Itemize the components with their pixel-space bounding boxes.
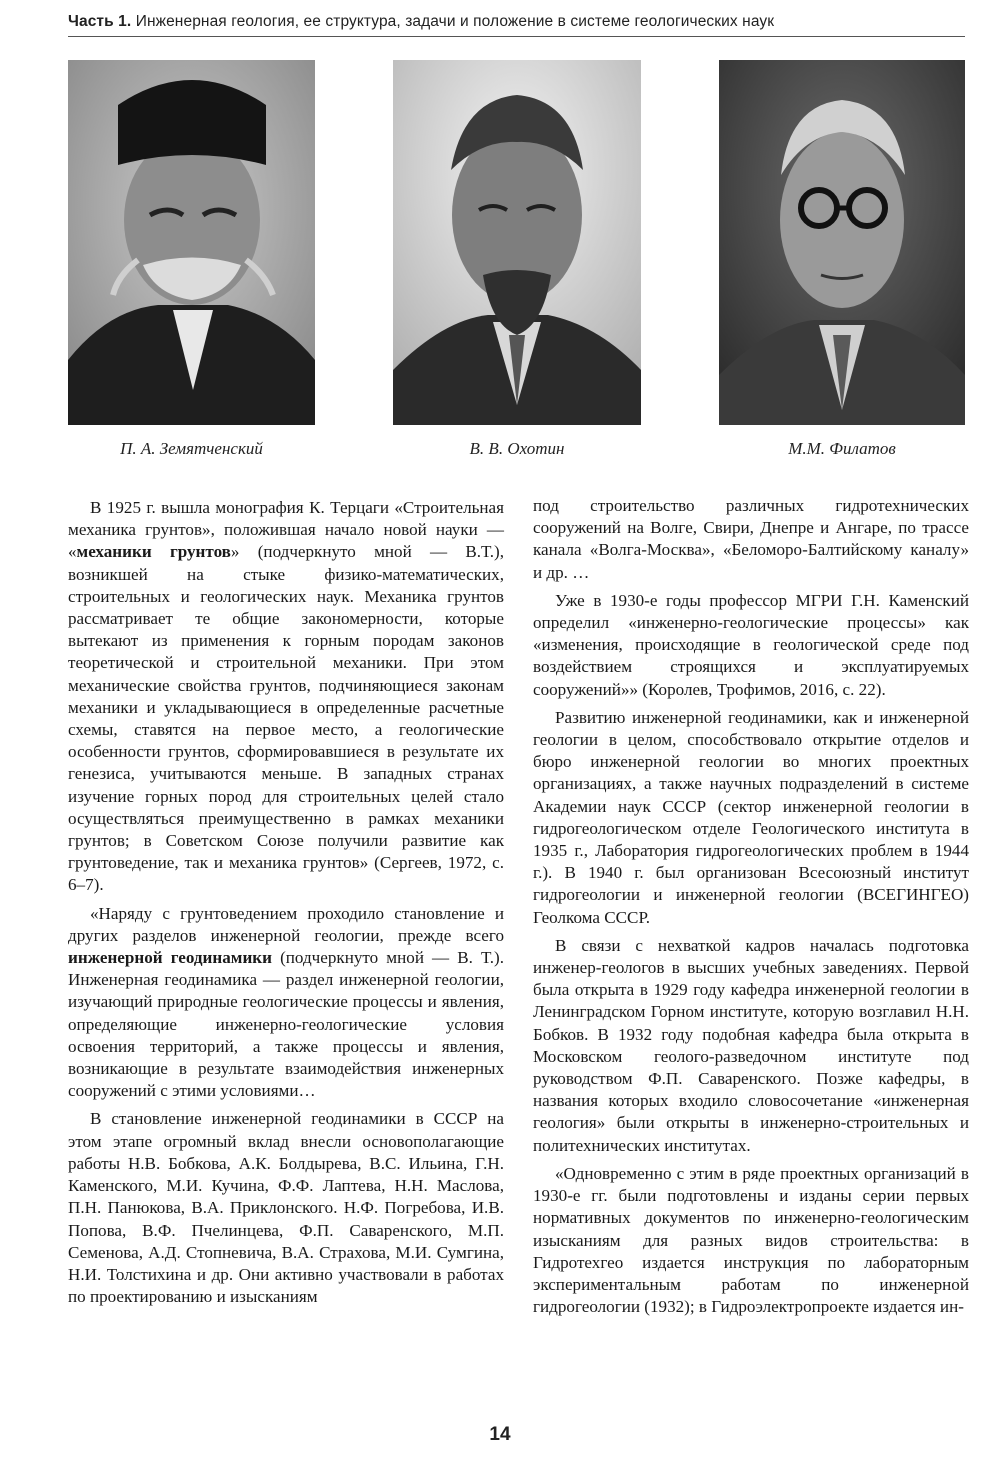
caption-portrait-3: М.М. Филатов <box>788 439 896 458</box>
right-paragraph-4: В связи с нехваткой кадров началась подготовка инженер-геологов в высших учебных заведениях. Первой была открыта в 1929 году кафедра инженерной геологии в Ленинградском Горном институте, которую возглавил Н.Н. Бобков. В 1932 году подобная кафедра была открыта в Московском геолого-разведочном институте под руководством Ф.П. Саваренского. Позже кафедры, в названия которых входило словосочетание «инженерная геология» были открыты в инженерно-строительных и политехнических институтах. <box>533 935 969 1155</box>
portrait-okhotin <box>393 60 641 425</box>
right-paragraph-5: «Одновременно с этим в ряде проектных организаций в 1930-е гг. были подготовлены и изданы серии первых нормативных документов по инженерно-геологическим изысканиям для разных видов строительства: в Гидротехгео издается инструкция по лабораторным экспериментальным работам по инженерной гидрогеологии (1932); в Гидроэлектропроекте издается ин- <box>533 1163 969 1317</box>
left-paragraph-2: «Наряду с грунтоведением проходило становление и других разделов инженерной геологии, прежде всего инженерной геодинамики (подчеркнуто мной — В. Т.). Инженерная геодинамика — раздел инженерной геологии, изучающий природные геологические процессы и явления, определяющие инженерно-геологические условия освоения территорий, а также процессы и явления, возникающие в результате взаимодействия инженерных сооружений с этими условиями… <box>68 903 504 1101</box>
right-column <box>533 495 969 1324</box>
right-paragraph-1: под строительство различных гидротехнических сооружений на Волге, Свири, Днепре и Ангаре, по трассе канала «Волга-Москва», «Беломоро-Балтийскому каналу» и др. … <box>533 496 969 582</box>
caption-portrait-2: В. В. Охотин <box>469 439 565 458</box>
running-head-title: Инженерная геология, ее структура, задачи и положение в системе геологических наук <box>135 13 775 30</box>
left-column <box>68 497 504 1314</box>
right-paragraph-3: Развитию инженерной геодинамики, как и инженерной геологии в целом, способствовало открытие отделов и бюро инженерной геологии во многих проектных организациях, а также научных подразделений в системе Академии наук СССР (сектор инженерной геологии в гидрогеологическом отделе Геологического института в 1935 г., Лаборатория гидрогеологических проблем в 1944 г.). В 1940 г. был организован Всесоюзный институт гидрогеологии и инженерной геологии (ВСЕГИНГЕО) Геолкома СССР. <box>533 707 969 927</box>
term-engineering-geodynamics: инженерной геодинамики <box>68 948 272 968</box>
header-rule <box>68 36 965 37</box>
portrait-filatov <box>719 60 965 425</box>
left-paragraph-3: В становление инженерной геодинамики в СССР на этом этапе огромный вклад внесли основополагающие работы Н.В. Бобкова, А.К. Болдырева, В.С. Ильина, Г.Н. Каменского, М.И. Кучина, Ф.Ф. Лаптева, Н.Н. Маслова, П.Н. Панюкова, В.А. Приклонского. Н.Ф. Погребова, И.В. Попова, В.Ф. Пчелинцева, Ф.П. Саваренского, М.П. Семенова, А.Д. Стопневича, В.А. Страхова, М.И. Сумгина, Н.И. Толстихина и др. Они активно участвовали в работах по проектированию и изысканиям <box>68 1109 504 1307</box>
caption-portrait-1: П. А. Земятченский <box>120 439 263 458</box>
running-head <box>68 13 968 31</box>
left-paragraph-1: В 1925 г. вышла монография К. Терцаги «Строительная механика грунтов», положившая начало новой науки — «механики грунтов» (подчеркнуто мной — В.Т.), возникшей на стыке физико-математических, строительных и геологических наук. Механика грунтов рассматривает те общие закономерности, которые вытекают из применения к горным породам законов теоретической и строительной механики. При этом механические свойства грунтов, подчиняющиеся законам механики и укладывающиеся в определенные расчетные схемы, ставятся на первое место, а геологические особенности грунтов, сформировавшиеся в результате их генезиса, учитываются меньше. В западных странах изучение горных пород для строительных целей стало осуществляться преимущественно в рамках механики грунтов; в Советском Союзе получили развитие как грунтоведение, так и механика грунтов» (Сергеев, 1972, с. 6–7). <box>68 498 504 895</box>
running-head-part: Часть 1. <box>68 13 132 30</box>
portrait-zemyatchensky <box>68 60 315 425</box>
page-number: 14 <box>489 1424 511 1445</box>
term-soil-mechanics: механики грунтов <box>76 542 231 562</box>
right-paragraph-2: Уже в 1930-е годы профессор МГРИ Г.Н. Каменский определил «инженерно-геологические процессы» как «изменения, происходящие в геологической среде под воздействием строящихся и эксплуатируемых сооружений»» (Королев, Трофимов, 2016, с. 22). <box>533 590 969 699</box>
